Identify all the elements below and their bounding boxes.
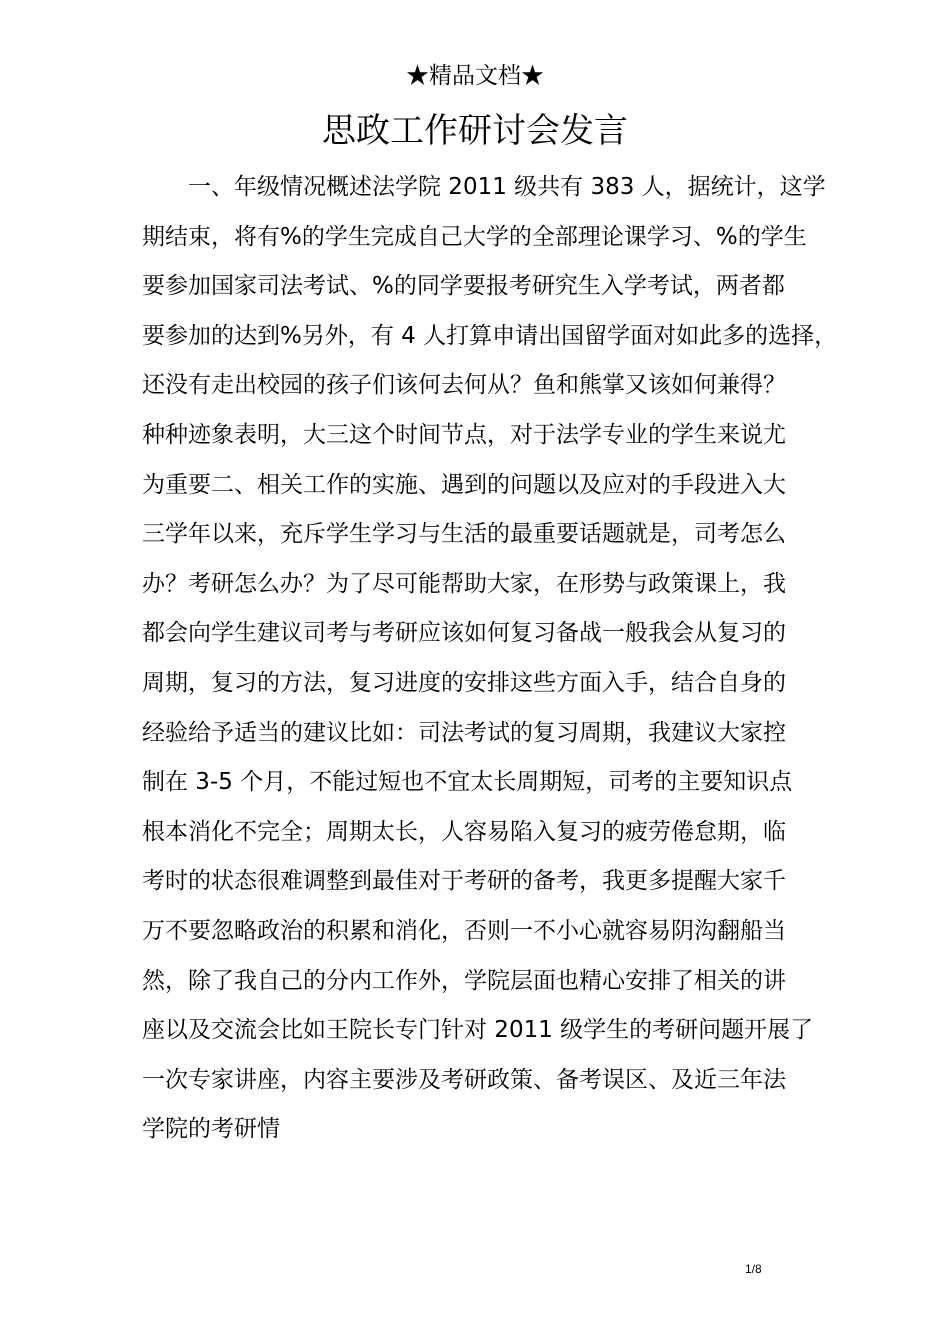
page-number: 1/8	[745, 1262, 762, 1276]
body-line: 一次专家讲座，内容主要涉及考研政策、备考误区、及近三年法	[142, 1066, 786, 1093]
body-line: 座以及交流会比如王院长专门针对 2011 级学生的考研问题开展了	[142, 1017, 814, 1044]
body-line: 三学年以来，充斥学生学习与生活的最重要话题就是，司考怎么	[142, 521, 786, 548]
body-line: 经验给予适当的建议比如：司法考试的复习周期，我建议大家控	[142, 719, 786, 746]
body-line: 根本消化不完全；周期太长，人容易陷入复习的疲劳倦怠期，临	[142, 818, 786, 845]
body-line: 万不要忽略政治的积累和消化，否则一不小心就容易阴沟翻船当	[142, 917, 786, 944]
body-line: 制在 3-5 个月，不能过短也不宜太长周期短，司考的主要知识点	[142, 769, 793, 796]
body-line: 考时的状态很难调整到最佳对于考研的备考，我更多提醒大家千	[142, 868, 786, 895]
body-line: 都会向学生建议司考与考研应该如何复习备战一般我会从复习的	[142, 620, 786, 647]
document-body	[142, 163, 842, 1155]
body-line: 还没有走出校园的孩子们该何去何从？鱼和熊掌又该如何兼得？	[142, 372, 786, 399]
body-line: 要参加国家司法考试、%的同学要报考研究生入学考试，两者都	[142, 273, 785, 300]
body-line: 一、年级情况概述法学院 2011 级共有 383 人，据统计，这学	[188, 174, 826, 200]
body-line: 然，除了我自己的分内工作外，学院层面也精心安排了相关的讲	[142, 967, 786, 994]
body-line: 周期，复习的方法，复习进度的安排这些方面入手，结合自身的	[142, 669, 786, 696]
document-title: 思政工作研讨会发言	[322, 111, 628, 151]
body-line: 期结束，将有%的学生完成自己大学的全部理论课学习、%的学生	[142, 223, 807, 250]
header-mark: ★精品文档★	[406, 63, 544, 89]
body-line: 种种迹象表明，大三这个时间节点，对于法学专业的学生来说尤	[142, 421, 786, 448]
body-line: 学院的考研情	[142, 1116, 280, 1143]
body-line: 为重要二、相关工作的实施、遇到的问题以及应对的手段进入大	[142, 471, 786, 498]
body-line: 要参加的达到%另外，有 4 人打算申请出国留学面对如此多的选择，	[142, 322, 838, 349]
body-line: 办？考研怎么办？为了尽可能帮助大家，在形势与政策课上，我	[142, 570, 786, 597]
